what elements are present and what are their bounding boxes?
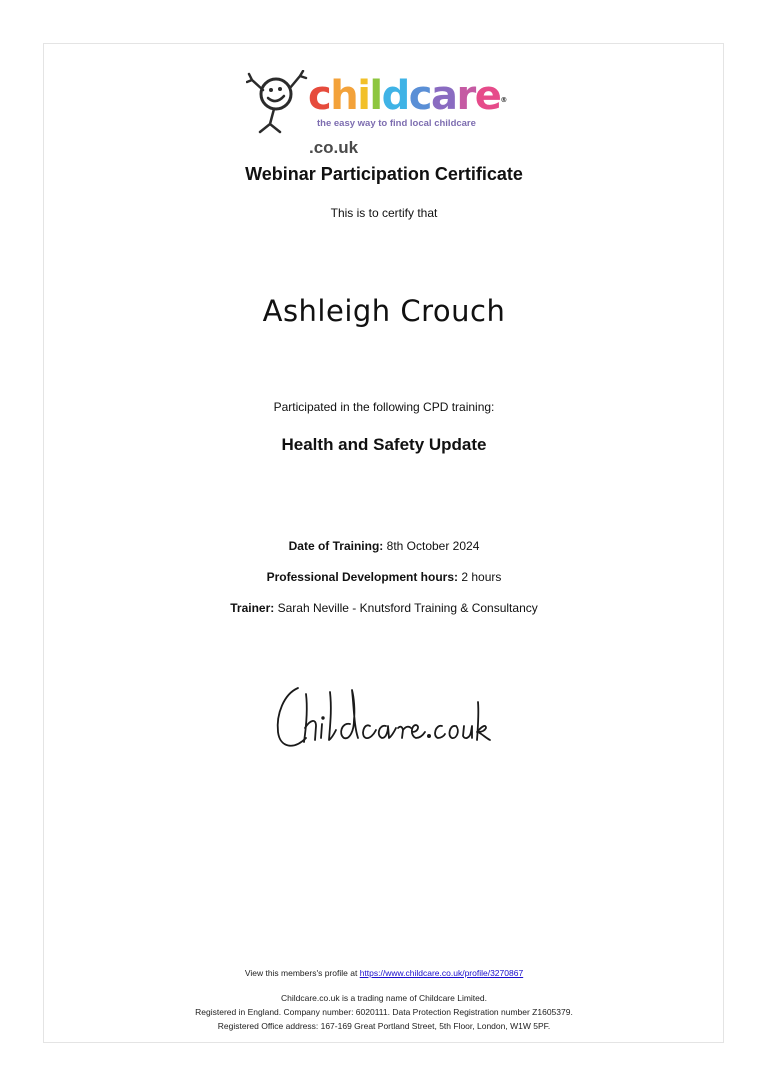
training-date-label: Date of Training: (288, 539, 384, 553)
training-date-row (0, 539, 768, 553)
trainer-row (0, 601, 768, 615)
footer-line-3: Registered Office address: 167-169 Great Portland Street, 5th Floor, London, W1W 5PF. (217, 1021, 551, 1031)
handwritten-signature (272, 680, 496, 756)
trainer-value: Sarah Neville - Knutsford Training & Consultancy (277, 601, 538, 615)
cpd-hours-value: 2 hours (461, 570, 502, 584)
cpd-hours-row (0, 570, 768, 584)
logo-letter: c (408, 73, 431, 119)
logo-letter: l (369, 73, 382, 119)
trainer-label: Trainer: (230, 601, 275, 615)
logo-letter: c (308, 73, 331, 119)
cpd-hours-label: Professional Development hours: (266, 570, 458, 584)
registered-mark: ® (500, 96, 508, 104)
certify-text: This is to certify that (330, 206, 438, 220)
childcare-logo (246, 70, 526, 157)
logo-letter: e (474, 73, 501, 119)
course-title: Health and Safety Update (281, 435, 487, 454)
profile-prefix: View this members's profile at (244, 968, 358, 978)
logo-letter: d (381, 73, 409, 119)
footer-line-2: Registered in England. Company number: 6020111. Data Protection Registration number Z1605379. (195, 1007, 573, 1017)
logo-tagline: the easy way to find local childcare (317, 118, 476, 129)
certificate-title: Webinar Participation Certificate (245, 164, 523, 184)
smiley-figure-icon (246, 70, 308, 136)
profile-link[interactable]: https://www.childcare.co.uk/profile/3270867 (359, 968, 524, 978)
logo-letter: a (431, 73, 457, 119)
recipient-name: Ashleigh Crouch (262, 294, 506, 328)
training-date-value: 8th October 2024 (386, 539, 480, 553)
logo-letter: h (330, 73, 358, 119)
logo-letter: i (357, 73, 370, 119)
participated-text: Participated in the following CPD training: (273, 400, 495, 414)
logo-domain: .co.uk (309, 138, 359, 157)
profile-line (0, 968, 768, 978)
logo-letter: r (456, 73, 475, 119)
footer-line-1: Childcare.co.uk is a trading name of Childcare Limited. (281, 993, 487, 1003)
